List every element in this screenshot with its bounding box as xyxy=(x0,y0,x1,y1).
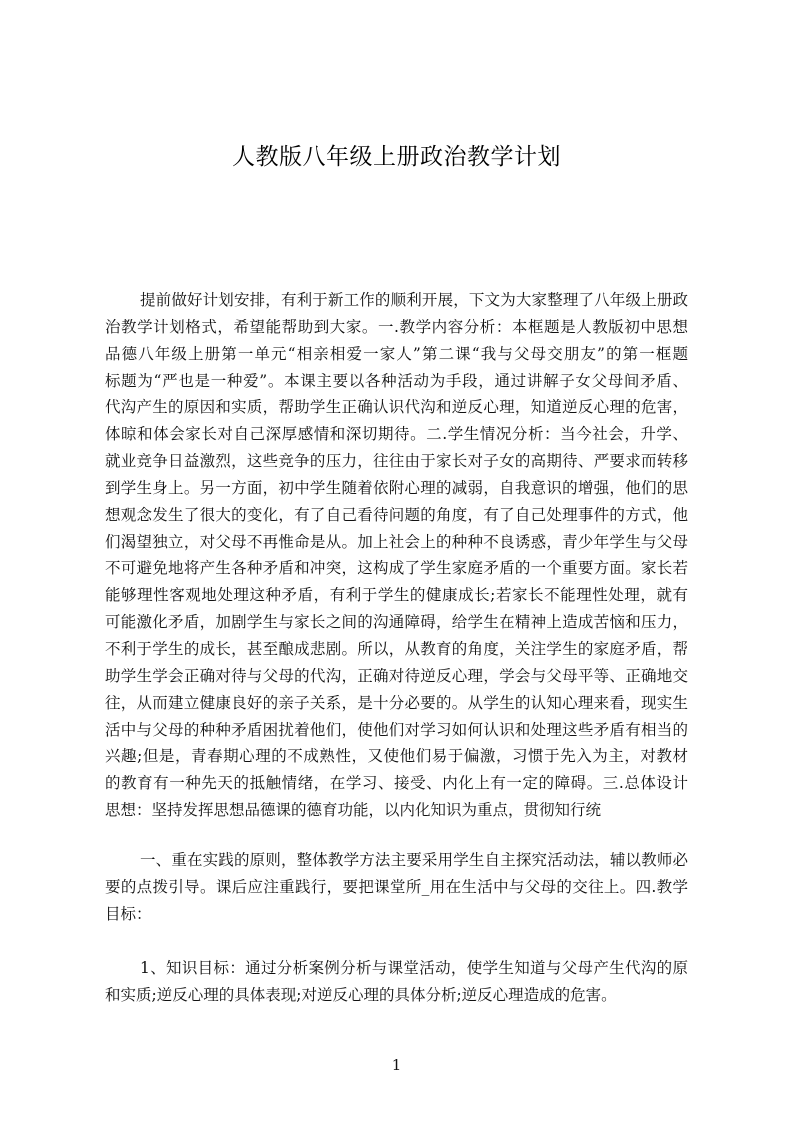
paragraph-line: 活中与父母的种种矛盾困扰着他们，使他们对学习如何认识和处理这些矛盾有相当的 xyxy=(105,720,688,739)
paragraph-line: 提前做好计划安排，有利于新工作的顺利开展，下文为大家整理了八年级上册政 xyxy=(140,291,688,309)
paragraph-line: 到学生身上。另一方面，初中学生随着依附心理的减弱，自我意识的增强，他们的思 xyxy=(105,478,688,497)
paragraph-line: 想观念发生了很大的变化，有了自己看待问题的角度，有了自己处理事件的方式，他 xyxy=(105,505,688,524)
paragraph-line: 一、重在实践的原则，整体教学方法主要采用学生自主探究活动法，辅以教师必 xyxy=(140,851,688,869)
paragraph-line: 体晾和体会家长对自己深厚感情和深切期待。二.学生情况分析：当今社会，升学、 xyxy=(105,425,688,444)
paragraph-line: 不利于学生的成长，甚至酿成悲剧。所以，从教育的角度，关注学生的家庭矛盾，帮 xyxy=(105,639,688,658)
paragraph-line: 品德八年级上册第一单元“相亲相爱一家人”第二课“我与父母交朋友”的第一框题 xyxy=(105,344,688,363)
paragraph-line: 能够理性客观地处理这种矛盾，有利于学生的健康成长;若家长不能理性处理，就有 xyxy=(105,586,688,605)
paragraph-line: 往，从而建立健康良好的亲子关系，是十分必要的。从学生的认知心理来看，现实生 xyxy=(105,693,688,712)
paragraph-line: 和实质;逆反心理的具体表现;对逆反心理的具体分析;逆反心理造成的危害。 xyxy=(105,985,617,1004)
paragraph-2 xyxy=(105,847,688,928)
paragraph-line: 助学生学会正确对待与父母的代沟，正确对待逆反心理，学会与父母平等、正确地交 xyxy=(105,666,688,685)
paragraph-3 xyxy=(105,955,688,1009)
document-title: 人教版八年级上册政治教学计划 xyxy=(232,144,561,170)
paragraph-line: 的教育有一种先天的抵触情绪，在学习、接受、内化上有一定的障碍。三.总体设计 xyxy=(105,774,688,793)
paragraph-line: 要的点拨引导。课后应注重践行，要把课堂所_用在生活中与父母的交往上。四.教学 xyxy=(105,877,688,896)
paragraph-line: 1、知识目标：通过分析案例分析与课堂活动，使学生知道与父母产生代沟的原 xyxy=(140,959,688,977)
paragraph-line: 治教学计划格式，希望能帮助到大家。一.教学内容分析：本框题是人教版初中思想 xyxy=(105,317,688,336)
paragraph-line: 就业竞争日益激烈，这些竞争的压力，往往由于家长对子女的高期待、严要求而转移 xyxy=(105,452,688,471)
page-number: 1 xyxy=(391,1056,402,1074)
paragraph-line: 目标： xyxy=(105,904,152,923)
paragraph-line: 们渴望独立，对父母不再惟命是从。加上社会上的种种不良诱惑，青少年学生与父母 xyxy=(105,532,688,551)
paragraph-line: 不可避免地将产生各种矛盾和冲突，这构成了学生家庭矛盾的一个重要方面。家长若 xyxy=(105,559,688,578)
paragraph-line: 兴趣;但是，青春期心理的不成熟性，又使他们易于偏激，习惯于先入为主，对教材 xyxy=(105,747,688,766)
paragraph-line: 思想：坚持发挥思想品德课的德育功能，以内化知识为重点，贯彻知行统 xyxy=(105,801,602,820)
paragraph-line: 可能激化矛盾，加剧学生与家长之间的沟通障碍，给学生在精神上造成苦恼和压力， xyxy=(105,613,688,632)
paragraph-line: 代沟产生的原因和实质，帮助学生正确认识代沟和逆反心理，知道逆反心理的危害， xyxy=(105,398,688,417)
paragraph-line: 标题为“严也是一种爱”。本课主要以各种活动为手段，通过讲解子女父母间矛盾、 xyxy=(105,371,688,390)
paragraph-1 xyxy=(105,287,688,824)
